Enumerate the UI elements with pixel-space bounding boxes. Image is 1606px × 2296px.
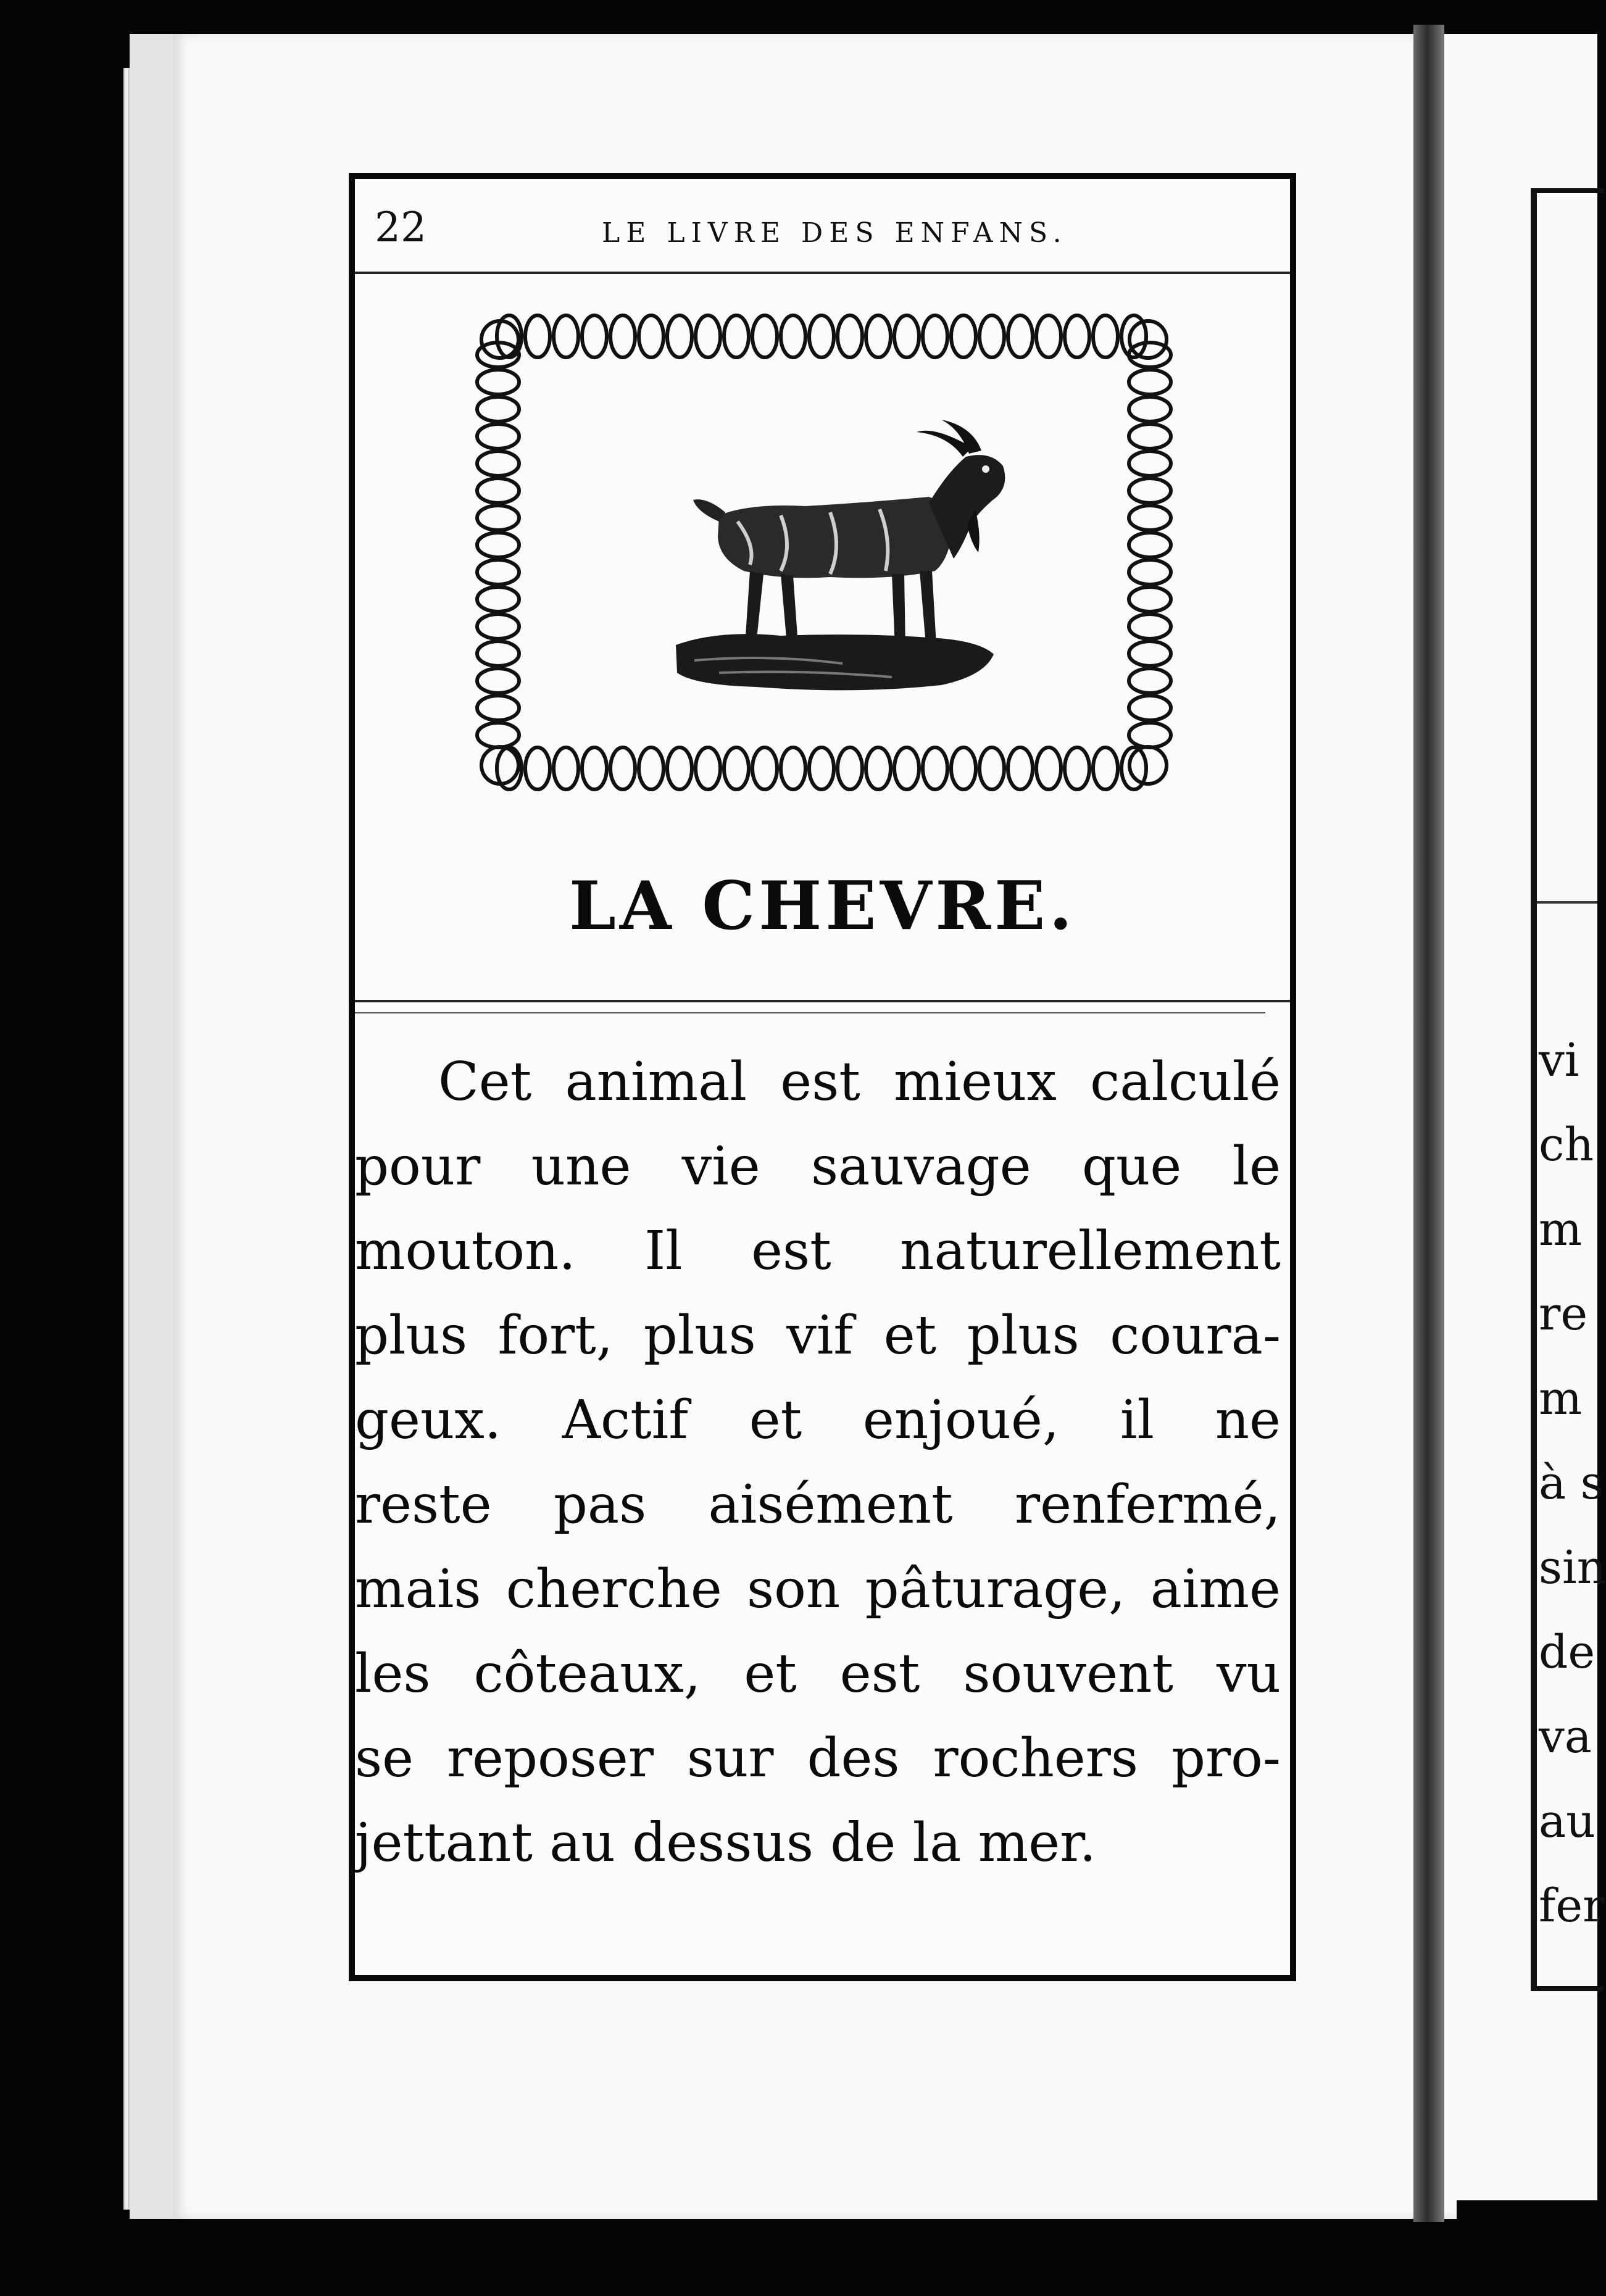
ornament-loop <box>1065 747 1089 789</box>
plate-caption: LA CHEVRE. <box>568 867 1076 945</box>
ornament-loop <box>477 696 519 720</box>
facing-line: m <box>1539 1203 1583 1256</box>
body-line: reste pas aisément renfermé, <box>355 1474 1281 1536</box>
right-page-rule <box>1537 901 1597 904</box>
ornament-loop <box>724 747 749 789</box>
ornament-loop <box>667 315 692 357</box>
ornament-loop <box>1129 641 1171 666</box>
body-line: pour une vie sauvage que le <box>355 1136 1281 1197</box>
ornament-loop <box>610 315 635 357</box>
ornament-loop <box>525 315 550 357</box>
ornament-loop <box>477 560 519 584</box>
ornament-loop <box>1008 315 1033 357</box>
ornament-loop <box>1129 533 1171 557</box>
ornament-loop <box>752 315 777 357</box>
ornament-loop <box>1129 668 1171 693</box>
ornament-loop <box>866 747 891 789</box>
ornament-loop <box>724 315 749 357</box>
ornament-loop <box>639 747 664 789</box>
page-number: 22 <box>375 204 426 251</box>
body-paragraph <box>355 1040 1281 1886</box>
book-gutter <box>1413 25 1444 2222</box>
ornament-loop <box>1129 696 1171 720</box>
ornament-loop <box>1129 723 1171 747</box>
running-head <box>355 179 1290 274</box>
ornament-loop <box>781 315 805 357</box>
facing-page-text <box>1539 1018 1606 1949</box>
facing-line: au <box>1539 1795 1596 1848</box>
ornament-loop <box>1129 587 1171 612</box>
ornament-loop <box>477 614 519 639</box>
ornament-loop <box>1065 315 1089 357</box>
ornament-loop <box>809 315 834 357</box>
ornament-loop <box>980 315 1004 357</box>
facing-line: sin <box>1539 1541 1606 1594</box>
ornament-loop <box>477 668 519 693</box>
ornament-loop <box>980 747 1004 789</box>
body-line: mouton. Il est naturellement <box>355 1220 1281 1282</box>
ornament-loop <box>1130 747 1167 784</box>
ornament-loop <box>838 315 862 357</box>
framed-plate <box>349 173 1296 1981</box>
ornament-loop <box>951 315 976 357</box>
ornament-loop <box>696 747 720 789</box>
ornament-loop <box>838 747 862 789</box>
ornament-loop <box>477 424 519 449</box>
ornament-loop <box>809 747 834 789</box>
ornament-loop <box>477 641 519 666</box>
ornament-loop <box>477 723 519 747</box>
ornament-loop <box>696 315 720 357</box>
ornament-loop <box>923 315 947 357</box>
caption-divider <box>355 1000 1290 1002</box>
facing-line: m <box>1539 1372 1583 1425</box>
ornament-loop <box>477 533 519 557</box>
ornament-loop <box>582 747 607 789</box>
ornament-loop <box>866 315 891 357</box>
ornament-loop <box>1036 747 1061 789</box>
facing-line: fer <box>1539 1879 1605 1932</box>
ornament-loop <box>894 315 919 357</box>
ornament-loop <box>1129 505 1171 530</box>
ornament-loop <box>1130 321 1167 358</box>
ornament-loop <box>1129 397 1171 422</box>
body-line: se reposer sur des rochers pro- <box>355 1728 1281 1789</box>
body-line: mais cherche son pâturage, aime <box>355 1558 1281 1620</box>
goat-illustration <box>460 299 1188 805</box>
facing-line: vi <box>1539 1034 1579 1087</box>
ornament-loop <box>752 747 777 789</box>
ornament-loop <box>1036 315 1061 357</box>
ornament-loop <box>582 315 607 357</box>
ornament-loop <box>1093 315 1118 357</box>
ornament-loop <box>477 397 519 422</box>
body-line: Cet animal est mieux calculé <box>438 1051 1281 1113</box>
ornament-loop <box>1129 478 1171 503</box>
ornament-loop <box>477 587 519 612</box>
ornament-loop <box>610 747 635 789</box>
ornament-loop <box>477 370 519 394</box>
ornament-loop <box>923 747 947 789</box>
running-title: LE LIVRE DES ENFANS. <box>602 217 1068 249</box>
body-line: plus fort, plus vif et plus coura- <box>355 1305 1281 1366</box>
facing-line: va <box>1539 1710 1592 1763</box>
facing-line: re <box>1539 1287 1588 1341</box>
ornament-loop <box>477 451 519 476</box>
ornament-loop <box>1129 370 1171 394</box>
ornament-loop <box>1129 614 1171 639</box>
caption-divider-thin <box>355 1012 1265 1013</box>
ornament-loop <box>1008 747 1033 789</box>
ornament-loop <box>639 315 664 357</box>
body-line: geux. Actif et enjoué, il ne <box>355 1389 1281 1451</box>
ornament-loop <box>477 505 519 530</box>
facing-line: de <box>1539 1626 1596 1679</box>
ornament-loop <box>1129 560 1171 584</box>
ornament-loop <box>477 478 519 503</box>
ornament-loop <box>667 747 692 789</box>
ornament-loop <box>951 747 976 789</box>
goat-figure <box>676 420 1005 690</box>
ornament-loop <box>781 747 805 789</box>
ornament-loop <box>554 747 578 789</box>
ornament-loop <box>554 315 578 357</box>
ornament-loop <box>1129 424 1171 449</box>
body-line: les côteaux, et est souvent vu <box>355 1643 1281 1705</box>
facing-line: à s <box>1539 1457 1604 1510</box>
ornament-loop <box>525 747 550 789</box>
facing-line: ch <box>1539 1118 1594 1171</box>
ornament-loop <box>1093 747 1118 789</box>
ornament-loop <box>894 747 919 789</box>
body-line: jettant au dessus de la mer. <box>355 1812 1097 1874</box>
ornament-loop <box>1129 451 1171 476</box>
